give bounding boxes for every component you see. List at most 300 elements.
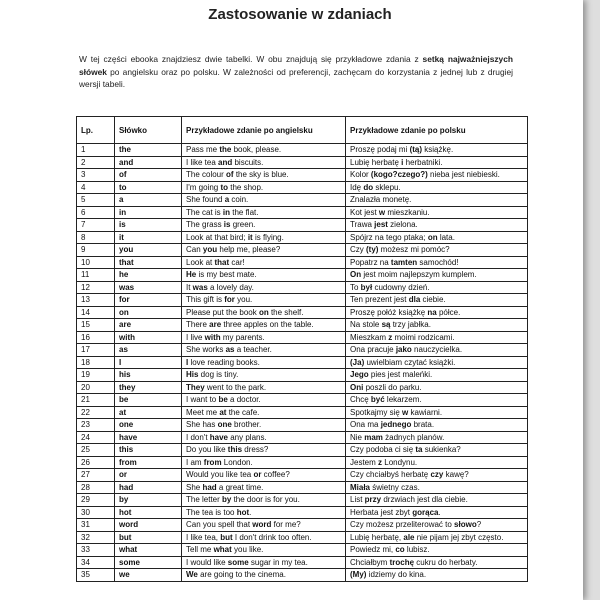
table-row bbox=[77, 269, 528, 282]
table-row bbox=[77, 369, 528, 382]
row-english-before: Tell me bbox=[186, 545, 214, 555]
row-polish-before: Mieszkam bbox=[350, 332, 389, 342]
row-english-bold: His bbox=[186, 370, 199, 380]
row-number: 27 bbox=[77, 469, 115, 482]
row-english-after: the shop. bbox=[228, 182, 264, 192]
row-english-before: The cat is bbox=[186, 207, 223, 217]
row-polish-before: Kot jest bbox=[350, 207, 379, 217]
row-english-bold: as bbox=[225, 345, 235, 355]
row-polish bbox=[346, 181, 528, 194]
table-row bbox=[77, 181, 528, 194]
row-english-bold: had bbox=[202, 482, 217, 492]
row-english bbox=[182, 319, 346, 332]
row-polish-after: pies jest maleńki. bbox=[368, 370, 433, 380]
row-english-before: There bbox=[186, 320, 210, 330]
row-number: 13 bbox=[77, 294, 115, 307]
table-row bbox=[77, 356, 528, 369]
row-polish-before: Czy możesz przeliterować to bbox=[350, 520, 455, 530]
table-row bbox=[77, 469, 528, 482]
row-polish bbox=[346, 444, 528, 457]
row-english-after: . bbox=[249, 507, 252, 517]
row-word: and bbox=[115, 156, 182, 169]
table-row bbox=[77, 569, 528, 582]
row-polish bbox=[346, 269, 528, 282]
row-english-before: The grass bbox=[186, 220, 224, 230]
row-english-after: the shelf. bbox=[268, 307, 304, 317]
row-word: we bbox=[115, 569, 182, 582]
row-english bbox=[182, 219, 346, 232]
table-header-row bbox=[77, 117, 528, 144]
row-english-after: went to the park. bbox=[204, 382, 267, 392]
table-row bbox=[77, 419, 528, 432]
row-number: 3 bbox=[77, 169, 115, 182]
row-english-bold: and bbox=[218, 157, 233, 167]
row-english-bold: with bbox=[204, 332, 221, 342]
row-polish-after: półce. bbox=[436, 307, 461, 317]
row-english-bold: is bbox=[223, 220, 231, 230]
row-polish-before: Lubię herbatę bbox=[350, 157, 402, 167]
row-polish-bold: (kogo?czego?) bbox=[370, 170, 428, 180]
row-english-before: Would you like tea bbox=[186, 470, 254, 480]
row-english-before: Look at bbox=[186, 257, 215, 267]
row-polish bbox=[346, 394, 528, 407]
row-english-bold: a bbox=[224, 195, 230, 205]
row-english bbox=[182, 481, 346, 494]
row-english bbox=[182, 519, 346, 532]
row-english bbox=[182, 469, 346, 482]
row-english-before: This gift is bbox=[186, 295, 225, 305]
row-polish-bold: jako bbox=[395, 345, 412, 355]
row-number: 10 bbox=[77, 256, 115, 269]
row-word: they bbox=[115, 381, 182, 394]
row-polish-bold: on bbox=[427, 232, 438, 242]
row-english-after: sugar in my tea. bbox=[248, 557, 308, 567]
row-polish-bold: mam bbox=[364, 432, 383, 442]
row-english-before: Can bbox=[186, 245, 203, 255]
row-number: 30 bbox=[77, 506, 115, 519]
row-word: on bbox=[115, 306, 182, 319]
row-english-bold: for bbox=[224, 295, 235, 305]
row-polish-bold: trochę bbox=[389, 557, 415, 567]
row-polish-before: Na stole bbox=[350, 320, 382, 330]
row-english-bold: this bbox=[227, 445, 243, 455]
row-number: 14 bbox=[77, 306, 115, 319]
row-polish-after: sklepu. bbox=[373, 182, 401, 192]
row-polish bbox=[346, 456, 528, 469]
row-english-after: is my best mate. bbox=[196, 270, 257, 280]
row-number: 34 bbox=[77, 556, 115, 569]
row-polish-before: Powiedz mi, bbox=[350, 545, 396, 555]
row-word: one bbox=[115, 419, 182, 432]
intro-text-before: W tej części ebooka znajdziesz dwie tabelki. W obu znajdują się przykładowe zdania z bbox=[79, 54, 423, 64]
row-polish-bold: dla bbox=[408, 295, 421, 305]
row-number: 1 bbox=[77, 144, 115, 157]
row-polish-before: Herbata jest zbyt bbox=[350, 507, 413, 517]
row-polish-after: nauczycielka. bbox=[411, 345, 463, 355]
row-english bbox=[182, 306, 346, 319]
row-english-bold: you bbox=[202, 245, 218, 255]
row-number: 35 bbox=[77, 569, 115, 582]
row-number: 33 bbox=[77, 544, 115, 557]
vocabulary-table bbox=[76, 116, 528, 582]
row-english bbox=[182, 269, 346, 282]
row-number: 19 bbox=[77, 369, 115, 382]
row-english-before: I like tea, bbox=[186, 532, 221, 542]
row-polish-bold: (tą) bbox=[409, 145, 423, 155]
row-polish-after: kawiarni. bbox=[408, 407, 443, 417]
row-english bbox=[182, 431, 346, 444]
row-polish-bold: jest bbox=[374, 220, 388, 230]
header-english: Przykładowe zdanie po angielsku bbox=[182, 117, 346, 144]
row-english-after: London. bbox=[221, 457, 253, 467]
row-number: 26 bbox=[77, 456, 115, 469]
row-polish-before: To bbox=[350, 282, 361, 292]
row-polish-after: lata. bbox=[437, 232, 455, 242]
table-row bbox=[77, 456, 528, 469]
row-polish-bold: był bbox=[360, 282, 373, 292]
row-english-after: dress? bbox=[242, 445, 269, 455]
row-polish-bold: być bbox=[370, 395, 385, 405]
row-polish bbox=[346, 469, 528, 482]
row-polish-bold: gorąca bbox=[412, 507, 439, 517]
row-word: by bbox=[115, 494, 182, 507]
row-word: have bbox=[115, 431, 182, 444]
table-row bbox=[77, 394, 528, 407]
row-english-after: the sky is blue. bbox=[233, 170, 289, 180]
row-english bbox=[182, 169, 346, 182]
row-english-bold: are bbox=[209, 320, 222, 330]
row-english-after: love reading books. bbox=[188, 357, 260, 367]
table-row bbox=[77, 231, 528, 244]
row-number: 11 bbox=[77, 269, 115, 282]
row-polish-before: Chciałbym bbox=[350, 557, 390, 567]
row-number: 15 bbox=[77, 319, 115, 332]
row-word: is bbox=[115, 219, 182, 232]
row-polish-bold: co bbox=[395, 545, 405, 555]
row-english-after: brother. bbox=[231, 420, 262, 430]
table-row bbox=[77, 494, 528, 507]
row-number: 25 bbox=[77, 444, 115, 457]
row-polish bbox=[346, 331, 528, 344]
row-number: 22 bbox=[77, 406, 115, 419]
row-polish bbox=[346, 494, 528, 507]
row-polish-after: cukru do herbaty. bbox=[414, 557, 478, 567]
row-polish bbox=[346, 281, 528, 294]
table-row bbox=[77, 306, 528, 319]
table-row bbox=[77, 206, 528, 219]
table-row bbox=[77, 294, 528, 307]
row-word: of bbox=[115, 169, 182, 182]
row-polish-after: żadnych planów. bbox=[382, 432, 445, 442]
row-word: that bbox=[115, 256, 182, 269]
row-english bbox=[182, 506, 346, 519]
row-number: 2 bbox=[77, 156, 115, 169]
row-english-before: I am bbox=[186, 457, 204, 467]
row-polish bbox=[346, 431, 528, 444]
row-english bbox=[182, 406, 346, 419]
row-english-before: The letter bbox=[186, 495, 223, 505]
row-polish-before: Nie bbox=[350, 432, 365, 442]
row-english-before: Pass me bbox=[186, 145, 220, 155]
row-english-after: the flat. bbox=[230, 207, 259, 217]
row-polish-bold: (ty) bbox=[366, 245, 379, 255]
row-english-after: are going to the cinema. bbox=[197, 570, 286, 580]
row-number: 17 bbox=[77, 344, 115, 357]
row-english bbox=[182, 419, 346, 432]
row-polish bbox=[346, 256, 528, 269]
row-polish-after: trzy jabłka. bbox=[390, 320, 431, 330]
row-polish-bold: przy bbox=[364, 495, 382, 505]
row-english bbox=[182, 231, 346, 244]
row-polish-after: drzwiach jest dla ciebie. bbox=[381, 495, 468, 505]
row-english-before: I live bbox=[186, 332, 205, 342]
row-number: 23 bbox=[77, 419, 115, 432]
row-word: what bbox=[115, 544, 182, 557]
row-english-bold: or bbox=[253, 470, 262, 480]
row-english-bold: it bbox=[247, 232, 253, 242]
row-english bbox=[182, 569, 346, 582]
row-polish-bold: Jego bbox=[350, 370, 369, 380]
row-english bbox=[182, 294, 346, 307]
row-english-after: biscuits. bbox=[232, 157, 264, 167]
row-polish-after: lekarzem. bbox=[384, 395, 422, 405]
row-number: 21 bbox=[77, 394, 115, 407]
row-polish bbox=[346, 556, 528, 569]
row-polish-after: świetny czas. bbox=[370, 482, 420, 492]
row-polish bbox=[346, 144, 528, 157]
table-row bbox=[77, 531, 528, 544]
row-polish-after: moimi rodzicami. bbox=[392, 332, 455, 342]
row-english-bold: of bbox=[226, 170, 234, 180]
row-polish-after: cudowny dzień. bbox=[372, 282, 430, 292]
row-polish-before: Lubię herbatę, bbox=[350, 532, 404, 542]
row-english bbox=[182, 256, 346, 269]
row-english-bold: by bbox=[222, 495, 232, 505]
row-polish-bold: (My) bbox=[350, 570, 367, 580]
row-english-bold: on bbox=[258, 307, 269, 317]
row-english-bold: from bbox=[203, 457, 222, 467]
row-english-after: I don't drink too often. bbox=[232, 532, 312, 542]
row-english-after: a lovely day. bbox=[207, 282, 254, 292]
row-polish-bold: w bbox=[402, 407, 409, 417]
row-polish bbox=[346, 406, 528, 419]
table-row bbox=[77, 506, 528, 519]
row-polish-before: Proszę podaj mi bbox=[350, 145, 410, 155]
row-polish-bold: słowo bbox=[454, 520, 477, 530]
table-row bbox=[77, 431, 528, 444]
row-word: with bbox=[115, 331, 182, 344]
row-word: this bbox=[115, 444, 182, 457]
row-polish-bold: tamten bbox=[390, 257, 418, 267]
row-word: hot bbox=[115, 506, 182, 519]
row-english-bold: They bbox=[186, 382, 205, 392]
table-row bbox=[77, 194, 528, 207]
row-polish-before: Ona pracuje bbox=[350, 345, 396, 355]
row-word: for bbox=[115, 294, 182, 307]
row-polish-before: Idę bbox=[350, 182, 364, 192]
row-polish-after: ? bbox=[476, 520, 482, 530]
row-english bbox=[182, 281, 346, 294]
row-english bbox=[182, 356, 346, 369]
row-english-before: The colour bbox=[186, 170, 227, 180]
row-word: you bbox=[115, 244, 182, 257]
row-english bbox=[182, 556, 346, 569]
row-english-bold: I bbox=[186, 357, 189, 367]
row-polish-bold: z bbox=[388, 332, 393, 342]
row-english bbox=[182, 494, 346, 507]
row-polish-after: lubisz. bbox=[404, 545, 430, 555]
row-polish-bold: z bbox=[378, 457, 383, 467]
row-word: from bbox=[115, 456, 182, 469]
row-polish-after: zielona. bbox=[387, 220, 418, 230]
row-english-after: for me? bbox=[271, 520, 301, 530]
row-english bbox=[182, 194, 346, 207]
row-polish-bold: On bbox=[350, 270, 362, 280]
row-english-before: Can you spell that bbox=[186, 520, 253, 530]
row-polish-bold: na bbox=[427, 307, 437, 317]
row-english-after: a great time. bbox=[216, 482, 264, 492]
row-english-before: She found bbox=[186, 195, 225, 205]
row-polish-bold: i bbox=[401, 157, 404, 167]
intro-bold: setką najważniejszych słówek bbox=[79, 54, 513, 77]
row-english-after: book, please. bbox=[231, 145, 282, 155]
row-polish-bold: Miała bbox=[350, 482, 371, 492]
row-polish-bold: Oni bbox=[350, 382, 364, 392]
row-polish-before: Trawa bbox=[350, 220, 375, 230]
row-english-before: She works bbox=[186, 345, 226, 355]
row-polish-after: . bbox=[438, 507, 441, 517]
row-word: was bbox=[115, 281, 182, 294]
row-word: to bbox=[115, 181, 182, 194]
table-row bbox=[77, 169, 528, 182]
row-polish bbox=[346, 506, 528, 519]
row-english bbox=[182, 381, 346, 394]
row-english-after: car! bbox=[229, 257, 245, 267]
row-english-after: dog is tiny. bbox=[198, 370, 239, 380]
row-polish bbox=[346, 306, 528, 319]
row-polish-after: nieba jest niebieski. bbox=[427, 170, 500, 180]
row-english-after: coffee? bbox=[261, 470, 290, 480]
row-polish bbox=[346, 219, 528, 232]
row-word: but bbox=[115, 531, 182, 544]
table-row bbox=[77, 281, 528, 294]
row-polish-after: kawę? bbox=[443, 470, 469, 480]
table-body bbox=[77, 144, 528, 582]
row-polish-after: nie pijam jej zbyt często. bbox=[414, 532, 504, 542]
row-english bbox=[182, 206, 346, 219]
row-polish bbox=[346, 156, 528, 169]
row-polish bbox=[346, 481, 528, 494]
row-english-after: any plans. bbox=[228, 432, 267, 442]
table-row bbox=[77, 444, 528, 457]
row-english-bold: that bbox=[214, 257, 230, 267]
row-number: 4 bbox=[77, 181, 115, 194]
row-english-after: three apples on the table. bbox=[221, 320, 314, 330]
row-polish-before: Czy bbox=[350, 245, 366, 255]
row-english-bold: hot bbox=[236, 507, 250, 517]
row-polish-bold: ale bbox=[403, 532, 415, 542]
row-english-before: I'm going bbox=[186, 182, 221, 192]
row-polish-after: samochód! bbox=[417, 257, 459, 267]
table-row bbox=[77, 406, 528, 419]
row-english bbox=[182, 444, 346, 457]
row-english bbox=[182, 531, 346, 544]
row-polish-before: Znalazła monetę. bbox=[350, 195, 412, 205]
row-number: 6 bbox=[77, 206, 115, 219]
row-word: in bbox=[115, 206, 182, 219]
row-polish-after: mieszkaniu. bbox=[385, 207, 430, 217]
row-english-bold: what bbox=[213, 545, 232, 555]
table-row bbox=[77, 219, 528, 232]
row-word: word bbox=[115, 519, 182, 532]
row-english-bold: some bbox=[227, 557, 249, 567]
row-polish-before: Czy podoba ci się bbox=[350, 445, 416, 455]
row-polish bbox=[346, 344, 528, 357]
row-english-after: is flying. bbox=[252, 232, 284, 242]
intro-text-after: po angielsku oraz po polsku. W zależności od preferencji, zachęcam do korzystania z jednej lub z drugiej wersji tabeli. bbox=[79, 66, 513, 90]
header-number: Lp. bbox=[77, 117, 115, 144]
row-polish bbox=[346, 569, 528, 582]
row-english-before: The tea is too bbox=[186, 507, 237, 517]
row-polish bbox=[346, 544, 528, 557]
row-english-after: coin. bbox=[229, 195, 249, 205]
row-polish-before: Spójrz na tego ptaka; bbox=[350, 232, 428, 242]
row-polish-bold: są bbox=[381, 320, 391, 330]
row-word: or bbox=[115, 469, 182, 482]
row-english-before: I don't bbox=[186, 432, 210, 442]
row-number: 7 bbox=[77, 219, 115, 232]
row-polish-bold: do bbox=[363, 182, 374, 192]
row-english-after: a teacher. bbox=[234, 345, 272, 355]
row-english bbox=[182, 369, 346, 382]
row-polish-before: List bbox=[350, 495, 365, 505]
row-english-after: you like. bbox=[231, 545, 264, 555]
row-english-before: I want to bbox=[186, 395, 219, 405]
row-english-before: I like tea bbox=[186, 157, 219, 167]
row-polish-bold: jednego bbox=[380, 420, 412, 430]
row-english-after: the door is for you. bbox=[231, 495, 300, 505]
row-polish-after: herbatniki. bbox=[403, 157, 443, 167]
row-word: be bbox=[115, 394, 182, 407]
row-polish-before: Kolor bbox=[350, 170, 371, 180]
row-polish-after: brata. bbox=[411, 420, 435, 430]
row-polish-bold: w bbox=[378, 207, 386, 217]
row-polish-after: idziemy do kina. bbox=[366, 570, 427, 580]
table-row bbox=[77, 319, 528, 332]
row-number: 32 bbox=[77, 531, 115, 544]
row-english bbox=[182, 181, 346, 194]
row-english-before: Do you like bbox=[186, 445, 228, 455]
row-english-before: Look at that bird; bbox=[186, 232, 248, 242]
row-english-after: a doctor. bbox=[227, 395, 261, 405]
row-polish-after: Londynu. bbox=[382, 457, 418, 467]
row-english-before: Please put the book bbox=[186, 307, 259, 317]
row-polish bbox=[346, 519, 528, 532]
header-polish: Przykładowe zdanie po polsku bbox=[346, 117, 528, 144]
row-word: his bbox=[115, 369, 182, 382]
table-row bbox=[77, 244, 528, 257]
row-english-after: you. bbox=[234, 295, 253, 305]
row-number: 16 bbox=[77, 331, 115, 344]
row-polish bbox=[346, 244, 528, 257]
row-number: 20 bbox=[77, 381, 115, 394]
row-polish bbox=[346, 419, 528, 432]
page-title: Zastosowanie w zdaniach bbox=[208, 6, 392, 23]
row-english bbox=[182, 456, 346, 469]
row-polish-after: możesz mi pomóc? bbox=[378, 245, 450, 255]
table-row bbox=[77, 144, 528, 157]
row-english bbox=[182, 331, 346, 344]
